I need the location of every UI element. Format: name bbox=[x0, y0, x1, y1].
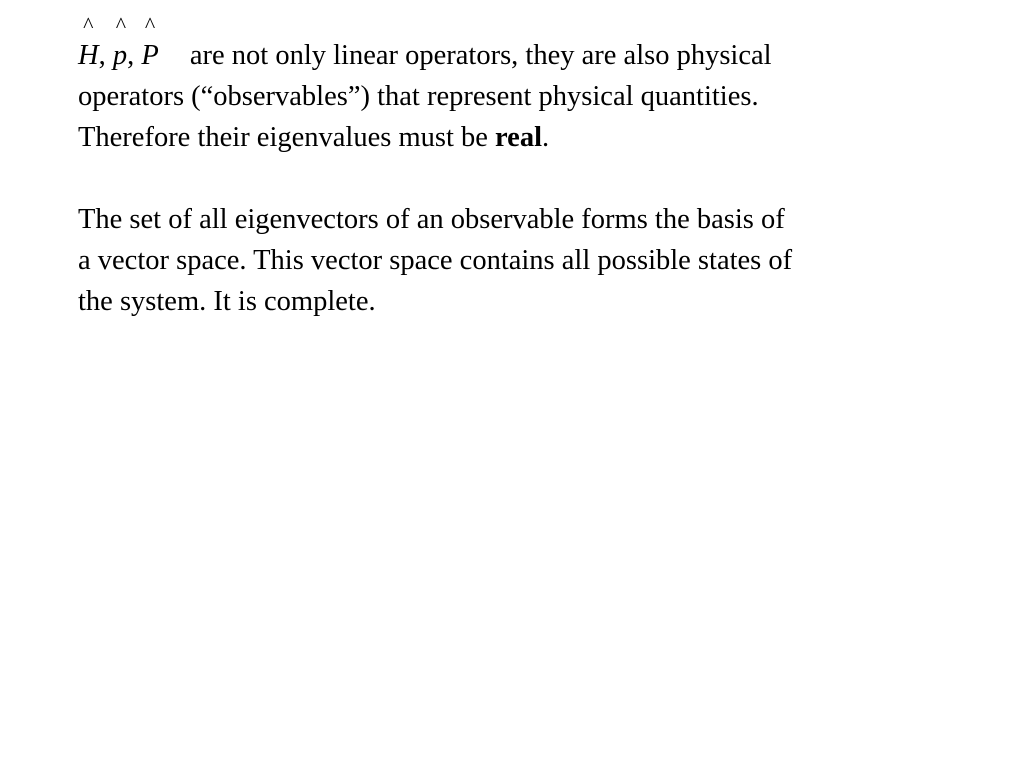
line-text: are not only linear operators, they are also physical bbox=[189, 40, 772, 71]
paragraph-operators bbox=[78, 12, 958, 158]
paragraph-line: operators (“observables”) that represent physical quantities. bbox=[78, 81, 759, 112]
operator-hamiltonian bbox=[78, 12, 99, 76]
operator-symbol: p bbox=[112, 40, 128, 71]
paragraph-line: a vector space. This vector space contains all possible states of bbox=[78, 245, 793, 276]
hat-accent: ^ bbox=[83, 12, 94, 37]
operator-symbol: H bbox=[78, 40, 99, 71]
line-text: Therefore their eigenvalues must be bbox=[78, 122, 496, 153]
hat-accent: ^ bbox=[144, 12, 156, 37]
operator-parity bbox=[141, 12, 159, 76]
emphasis-real: real bbox=[495, 122, 542, 153]
line-text: . bbox=[542, 122, 550, 153]
operator-expression bbox=[78, 12, 166, 71]
paragraph-line bbox=[78, 12, 958, 76]
paragraph-line: The set of all eigenvectors of an observable forms the basis of bbox=[78, 204, 785, 235]
hat-accent: ^ bbox=[115, 12, 127, 37]
comma: , bbox=[127, 40, 135, 71]
paragraph-line bbox=[78, 117, 958, 158]
operator-symbol: P bbox=[141, 40, 159, 71]
comma: , bbox=[98, 40, 106, 71]
operator-momentum bbox=[112, 12, 128, 76]
paragraph-eigenvectors bbox=[78, 199, 958, 322]
paragraph-line: the system. It is complete. bbox=[78, 286, 376, 317]
